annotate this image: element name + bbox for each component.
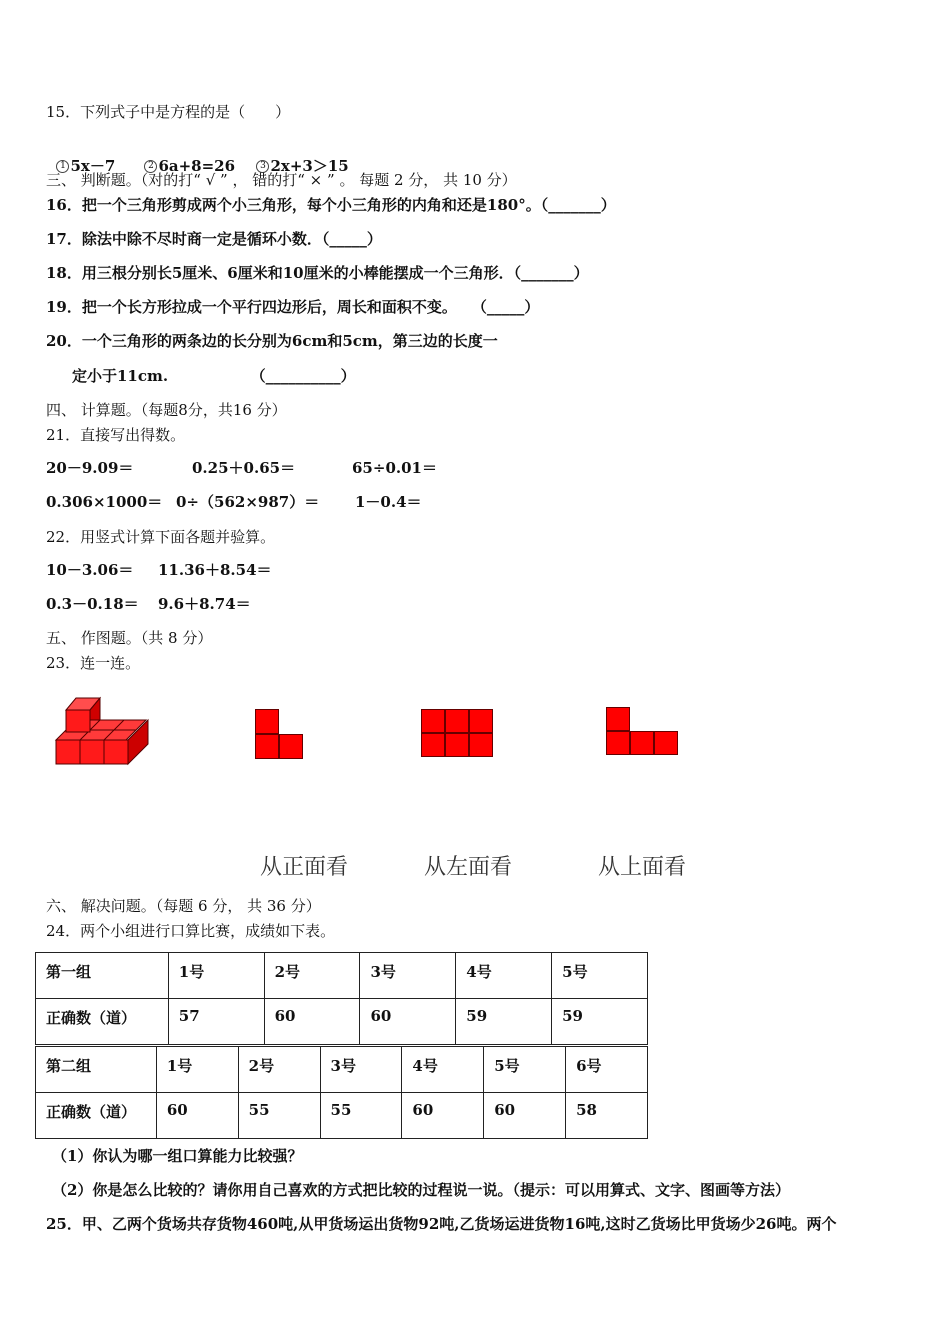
table-cell: 55 [320,1093,402,1139]
section-6-heading: 六、 解决问题。（每题 6 分， 共 36 分） [46,897,321,915]
table-cell: 60 [156,1093,238,1139]
q16-text: 16．把一个三角形剪成两个小三角形，每个小三角形的内角和还是180°。（_______） [46,196,616,214]
q20-text-line2: 定小于11cm. （__________） [72,367,356,385]
table-cell: 5号 [552,953,648,999]
table-cell: 1号 [156,1047,238,1093]
score-table-group-1-scores [35,998,648,1045]
q22-text: 22．用竖式计算下面各题并验算。 [46,528,276,546]
q24-sub-1: （1）你认为哪一组口算能力比较强？ [52,1147,303,1165]
table-cell: 正确数（道） [36,999,169,1045]
view-shape-rectangle [421,709,493,757]
table-cell: 1号 [168,953,264,999]
q21-item-3: 65÷0.01＝ [352,459,437,477]
q21-text: 21．直接写出得数。 [46,426,186,444]
q22-item-4: 9.6＋8.74＝ [158,595,251,613]
table-cell: 59 [456,999,552,1045]
score-table-group-1 [35,952,648,999]
section-3-heading: 三、 判断题。（对的打“ √ ” ， 错的打“ × ” 。 每题 2 分， 共 10 分） [46,171,517,189]
q21-item-1: 20－9.09＝ [46,459,134,477]
table-cell: 55 [238,1093,320,1139]
section-4-heading: 四、 计算题。（每题8分，共16 分） [46,401,287,419]
table-cell: 4号 [402,1047,484,1093]
table-cell: 2号 [264,953,360,999]
q21-item-2: 0.25＋0.65＝ [192,459,296,477]
table-row [36,999,648,1045]
circled-number-2-icon: 2 [144,160,157,173]
cube-stack-3d-figure [52,692,152,770]
table-cell: 6号 [566,1047,648,1093]
table-cell: 第一组 [36,953,169,999]
table-cell: 59 [552,999,648,1045]
q22-item-3: 0.3－0.18＝ [46,595,139,613]
table-cell: 60 [484,1093,566,1139]
q21-item-4: 0.306×1000＝ [46,493,163,511]
q24-text: 24．两个小组进行口算比赛，成绩如下表。 [46,922,336,940]
table-cell: 60 [402,1093,484,1139]
view-label-front: 从正面看 [260,855,349,880]
q22-item-2: 11.36＋8.54＝ [158,561,272,579]
view-label-left: 从左面看 [424,855,513,880]
q20-text-line1: 20．一个三角形的两条边的长分别为6cm和5cm，第三边的长度一 [46,332,498,350]
view-shape-l [255,709,305,759]
q23-text: 23．连一连。 [46,654,141,672]
score-table-group-2 [35,1046,648,1139]
table-cell: 58 [566,1093,648,1139]
q19-text: 19．把一个长方形拉成一个平行四边形后，周长和面积不变。 （_____） [46,298,540,316]
q21-item-6: 1－0.4＝ [355,493,422,511]
q25-text: 25．甲、乙两个货场共存货物460吨,从甲货场运出货物92吨,乙货场运进货物16吨,这时乙货场比甲货场少26吨。两个 [46,1215,837,1233]
q17-text: 17．除法中除不尽时商一定是循环小数．（_____） [46,230,382,248]
table-row [36,953,648,999]
table-cell: 2号 [238,1047,320,1093]
q15-option-2-expr: 6a+8=26 [158,157,236,175]
q15-text: 15．下列式子中是方程的是（ ） [46,103,291,121]
circled-number-1-icon: 1 [56,160,69,173]
table-cell: 3号 [360,953,456,999]
table-cell: 第二组 [36,1047,157,1093]
view-shape-long-l [606,707,678,755]
table-cell: 正确数（道） [36,1093,157,1139]
q21-item-5: 0÷（562×987）＝ [176,493,320,511]
table-cell: 5号 [484,1047,566,1093]
table-cell: 57 [168,999,264,1045]
view-label-top: 从上面看 [598,855,687,880]
q15-option-3-expr: 2x+3＞15 [270,157,349,175]
table-cell: 60 [264,999,360,1045]
q24-sub-2: （2）你是怎么比较的？请你用自己喜欢的方式把比较的过程说一说。（提示：可以用算式、文字、图画等方法） [52,1181,790,1199]
section-5-heading: 五、 作图题。（共 8 分） [46,629,213,647]
q15-option-1-expr: 5x－7 [70,157,116,175]
table-cell: 4号 [456,953,552,999]
circled-number-3-icon: 3 [256,160,269,173]
table-row [36,1093,648,1139]
q18-text: 18．用三根分别长5厘米、6厘米和10厘米的小棒能摆成一个三角形．（_______） [46,264,589,282]
table-cell: 3号 [320,1047,402,1093]
q22-item-1: 10－3.06＝ [46,561,134,579]
table-row [36,1047,648,1093]
table-cell: 60 [360,999,456,1045]
